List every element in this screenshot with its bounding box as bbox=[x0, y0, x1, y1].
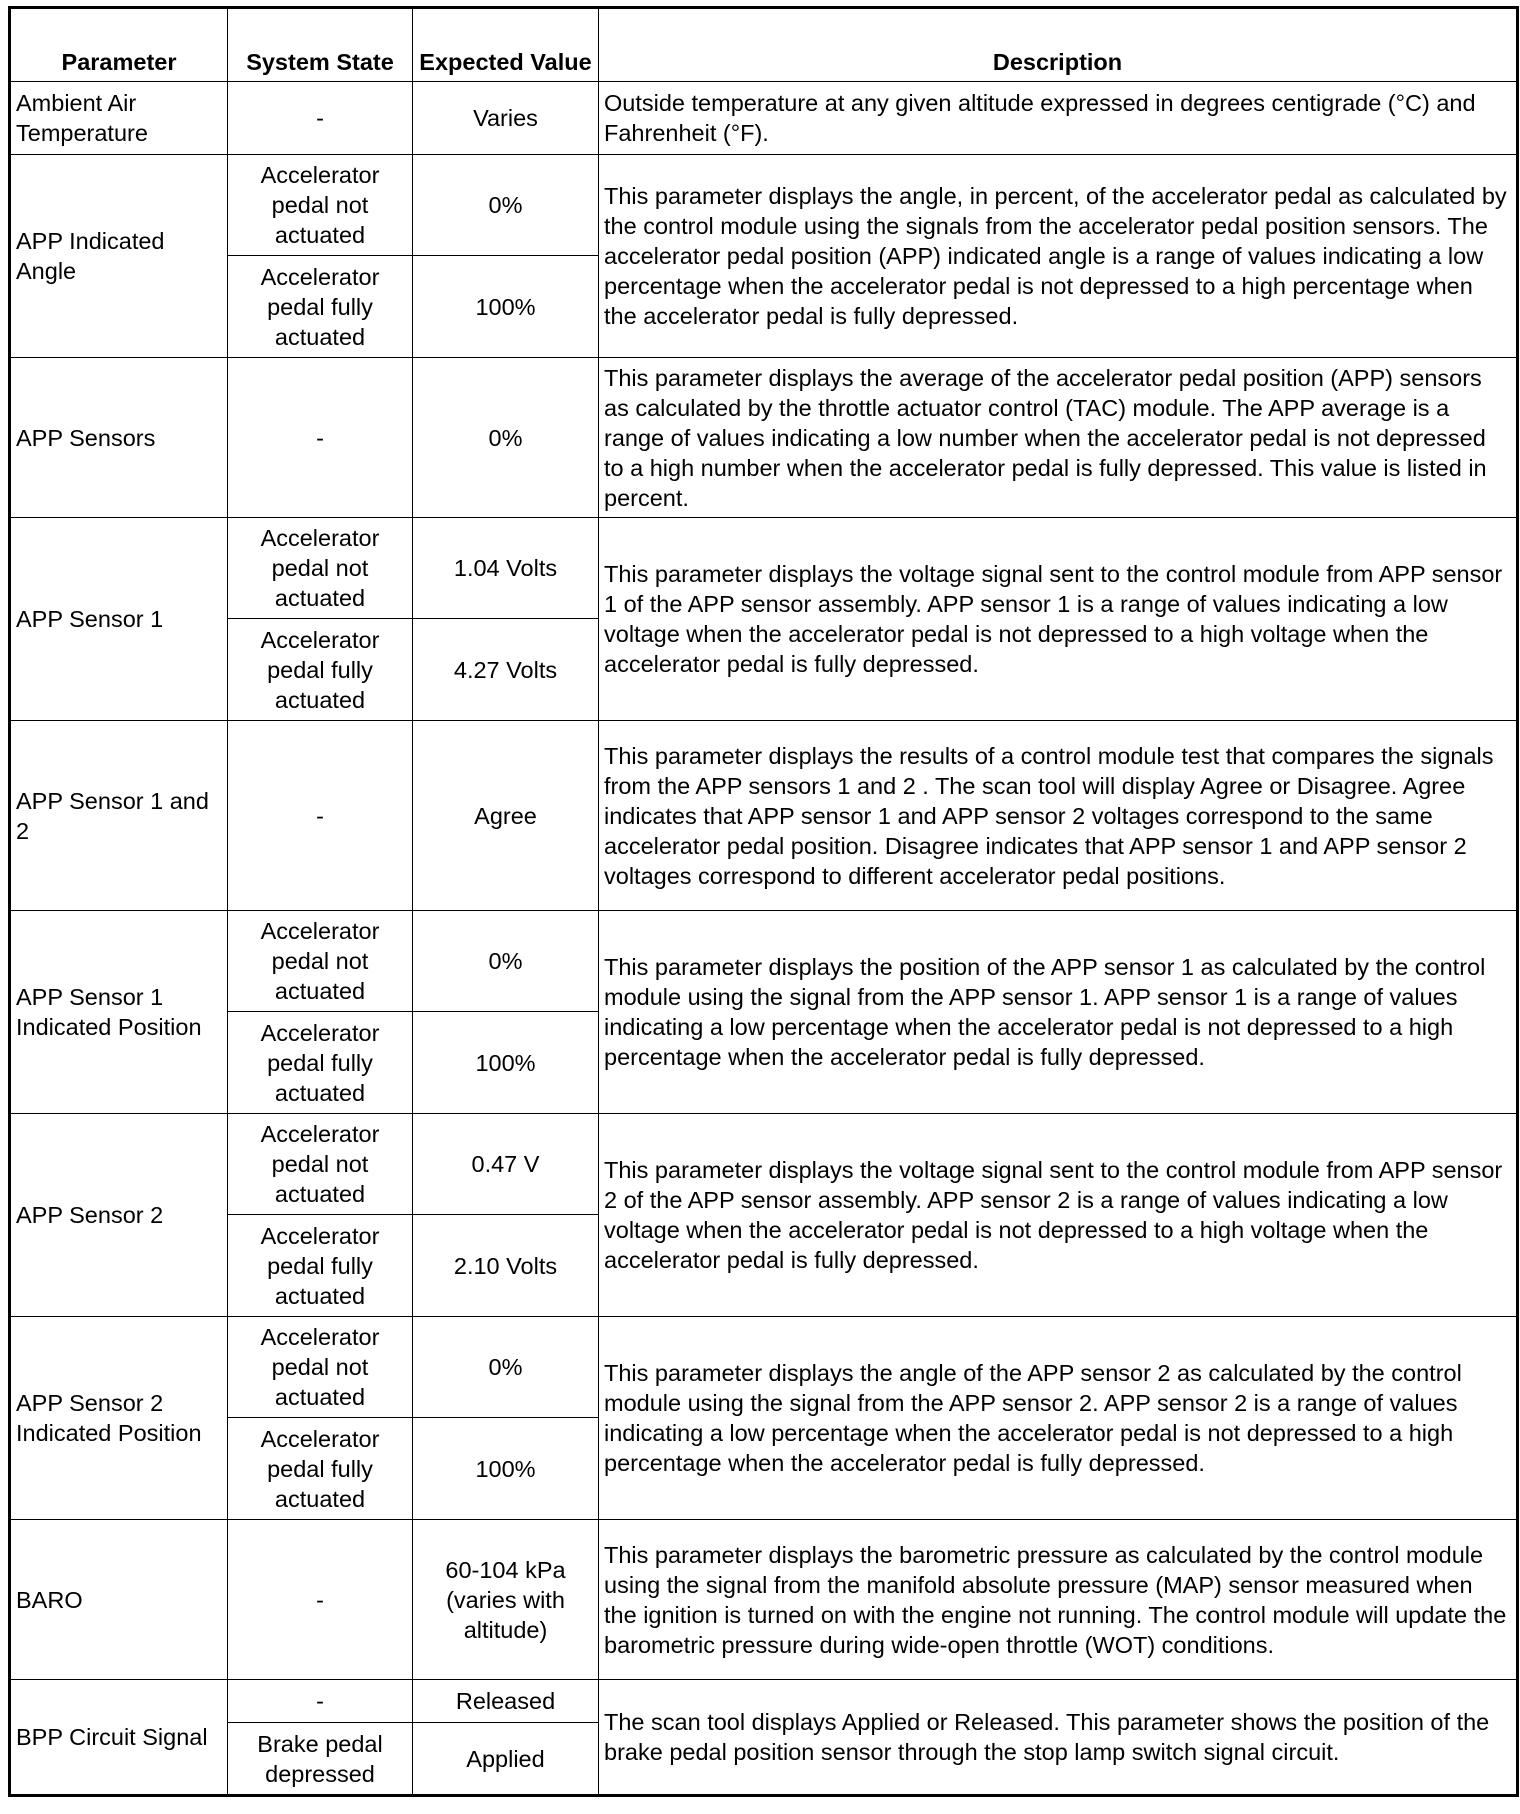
expected-value: 4.27 Volts bbox=[413, 619, 599, 721]
system-state: - bbox=[228, 358, 413, 518]
table-row bbox=[10, 721, 1518, 911]
description: This parameter displays the angle, in percent, of the accelerator pedal as calculated by the control module using the signals from the accelerator pedal position sensors. The accelerator pedal position (APP) indicated angle is a range of values indicating a low percentage when the accelerator pedal is not depressed to a high percentage when the accelerator pedal is fully depressed. bbox=[599, 155, 1518, 358]
system-state: Accelerator pedal not actuated bbox=[228, 1114, 413, 1215]
parameter-name: APP Sensors bbox=[10, 358, 228, 518]
system-state: Accelerator pedal fully actuated bbox=[228, 1418, 413, 1520]
expected-value: Applied bbox=[413, 1723, 599, 1796]
description: This parameter displays the average of the accelerator pedal position (APP) sensors as calculated by the throttle actuator control (TAC) module. The APP average is a range of values indicating a low number when the accelerator pedal is not depressed to a high number when the accelerator pedal is fully depressed. This value is listed in percent. bbox=[599, 358, 1518, 518]
parameter-table bbox=[8, 6, 1519, 1797]
system-state: Accelerator pedal not actuated bbox=[228, 1317, 413, 1418]
parameter-name: APP Sensor 1 Indicated Position bbox=[10, 911, 228, 1114]
parameter-name: APP Sensor 1 and 2 bbox=[10, 721, 228, 911]
description: Outside temperature at any given altitude expressed in degrees centigrade (°C) and Fahrenheit (°F). bbox=[599, 82, 1518, 155]
header-row bbox=[10, 8, 1518, 82]
description: This parameter displays the results of a control module test that compares the signals from the APP sensors 1 and 2 . The scan tool will display Agree or Disagree. Agree indicates that APP sensor 1 and APP sensor 2 voltages correspond to the same accelerator pedal position. Disagree indicates that APP sensor 1 and APP sensor 2 voltages correspond to different accelerator pedal positions. bbox=[599, 721, 1518, 911]
parameter-name: BARO bbox=[10, 1520, 228, 1680]
expected-value: Agree bbox=[413, 721, 599, 911]
expected-value: 0% bbox=[413, 911, 599, 1012]
expected-value: 100% bbox=[413, 1418, 599, 1520]
parameter-name: APP Sensor 2 Indicated Position bbox=[10, 1317, 228, 1520]
system-state: - bbox=[228, 721, 413, 911]
parameter-name: Ambient Air Temperature bbox=[10, 82, 228, 155]
table-row bbox=[10, 358, 1518, 518]
table-row bbox=[10, 518, 1518, 619]
system-state: Accelerator pedal fully actuated bbox=[228, 1012, 413, 1114]
description: This parameter displays the angle of the APP sensor 2 as calculated by the control module using the signal from the APP sensor 2. APP sensor 2 is a range of values indicating a low percentage when the accelerator pedal is not depressed to a high percentage when the accelerator pedal is fully depressed. bbox=[599, 1317, 1518, 1520]
header-system-state: System State bbox=[228, 8, 413, 82]
table-row bbox=[10, 1317, 1518, 1418]
system-state: Accelerator pedal not actuated bbox=[228, 518, 413, 619]
system-state: Accelerator pedal fully actuated bbox=[228, 619, 413, 721]
description: This parameter displays the voltage signal sent to the control module from APP sensor 2 of the APP sensor assembly. APP sensor 2 is a range of values indicating a low voltage when the accelerator pedal is not depressed to a high voltage when the accelerator pedal is fully depressed. bbox=[599, 1114, 1518, 1317]
expected-value: 2.10 Volts bbox=[413, 1215, 599, 1317]
system-state: - bbox=[228, 1680, 413, 1723]
expected-value: 60-104 kPa (varies with altitude) bbox=[413, 1520, 599, 1680]
expected-value: Varies bbox=[413, 82, 599, 155]
system-state: Accelerator pedal not actuated bbox=[228, 911, 413, 1012]
parameter-name: APP Sensor 2 bbox=[10, 1114, 228, 1317]
system-state: Accelerator pedal not actuated bbox=[228, 155, 413, 256]
expected-value: 1.04 Volts bbox=[413, 518, 599, 619]
table-row bbox=[10, 155, 1518, 256]
expected-value: 0% bbox=[413, 155, 599, 256]
header-description: Description bbox=[599, 8, 1518, 82]
description: This parameter displays the voltage signal sent to the control module from APP sensor 1 of the APP sensor assembly. APP sensor 1 is a range of values indicating a low voltage when the accelerator pedal is not depressed to a high voltage when the accelerator pedal is fully depressed. bbox=[599, 518, 1518, 721]
system-state: - bbox=[228, 82, 413, 155]
parameter-name: APP Indicated Angle bbox=[10, 155, 228, 358]
description: This parameter displays the barometric pressure as calculated by the control module using the signal from the manifold absolute pressure (MAP) sensor measured when the ignition is turned on with the engine not running. The control module will update the barometric pressure during wide-open throttle (WOT) conditions. bbox=[599, 1520, 1518, 1680]
table-row bbox=[10, 1114, 1518, 1215]
system-state: - bbox=[228, 1520, 413, 1680]
expected-value: 0% bbox=[413, 1317, 599, 1418]
expected-value: Released bbox=[413, 1680, 599, 1723]
parameter-name: BPP Circuit Signal bbox=[10, 1680, 228, 1796]
description: The scan tool displays Applied or Released. This parameter shows the position of the brake pedal position sensor through the stop lamp switch signal circuit. bbox=[599, 1680, 1518, 1796]
system-state: Accelerator pedal fully actuated bbox=[228, 256, 413, 358]
expected-value: 0.47 V bbox=[413, 1114, 599, 1215]
expected-value: 100% bbox=[413, 256, 599, 358]
parameter-name: APP Sensor 1 bbox=[10, 518, 228, 721]
description: This parameter displays the position of the APP sensor 1 as calculated by the control module using the signal from the APP sensor 1. APP sensor 1 is a range of values indicating a low percentage when the accelerator pedal is not depressed to a high percentage when the accelerator pedal is fully depressed. bbox=[599, 911, 1518, 1114]
table-row bbox=[10, 1680, 1518, 1723]
expected-value: 0% bbox=[413, 358, 599, 518]
header-expected-value: Expected Value bbox=[413, 8, 599, 82]
table-row bbox=[10, 82, 1518, 155]
system-state: Accelerator pedal fully actuated bbox=[228, 1215, 413, 1317]
expected-value: 100% bbox=[413, 1012, 599, 1114]
system-state: Brake pedal depressed bbox=[228, 1723, 413, 1796]
table-row bbox=[10, 911, 1518, 1012]
header-parameter: Parameter bbox=[10, 8, 228, 82]
table-row bbox=[10, 1520, 1518, 1680]
